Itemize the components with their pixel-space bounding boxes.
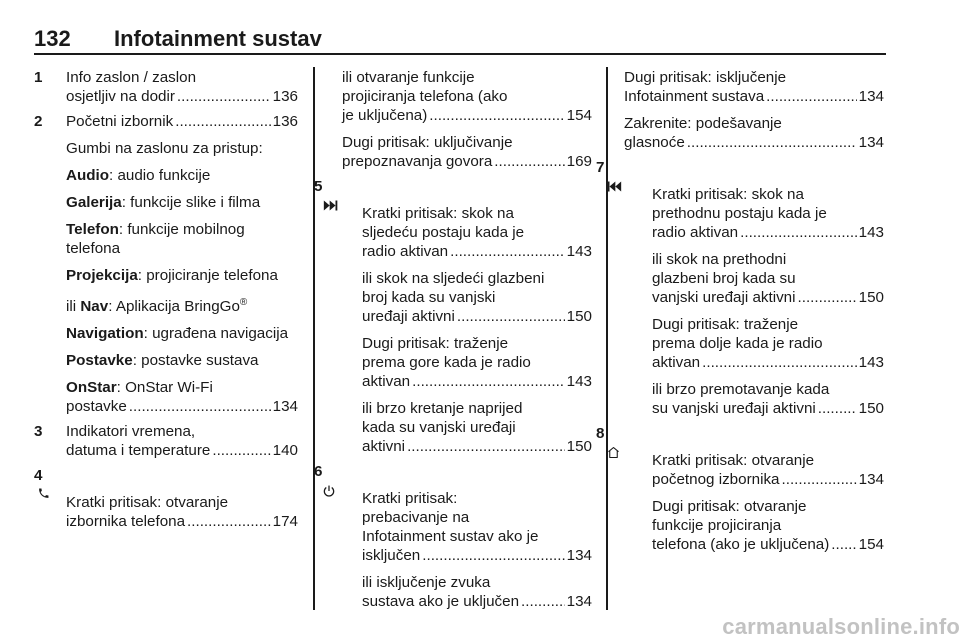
button-galerija: Galerija: funkcije slike i filma: [66, 194, 261, 211]
button-onstar: OnStar: OnStar Wi-Fi postavke ..... 134: [66, 378, 298, 416]
item-4: 4 Kratki pritisak: otvaranje izbornika telefona ..... 174: [34, 466, 298, 531]
page-ref: 134: [566, 593, 592, 610]
item-marker: 2: [34, 113, 43, 130]
toc-line: Početni izbornik ..... 136: [66, 112, 298, 131]
item-marker: 1: [34, 69, 43, 86]
column-3: [596, 68, 884, 560]
item-text: Gumbi na zaslonu za pristup:: [66, 140, 263, 157]
page-ref: 134: [858, 471, 884, 488]
page-ref: 134: [566, 547, 592, 564]
item-marker: 4: [34, 466, 58, 504]
page-ref: 136: [272, 113, 298, 130]
item-8: 8 Kratki pritisak: otvaranje početnog izbornika ..... 134 Dugi pritisak: otvaranje funkcije projiciranja telefona (ako je uključena) ..... 154: [596, 424, 884, 554]
item-3: 3 Indikatori vremena, datuma i temperature ..... 140: [34, 422, 298, 460]
item-5: 5 Kratki pritisak: skok na sljedeću postaju kada je radio aktivan ..... 143 ili skok na sljedeći glazbeni broj kada su vanjski uređaji aktivni ..... 150 Dugi pritisak: traženje prema gore kada je radio aktivan ..... 143 ili brzo kretanje naprijed kada su vanjski uređaji aktivni ..... 150: [314, 177, 592, 456]
item-marker: 8: [596, 424, 620, 462]
phone-icon: [36, 486, 50, 502]
page-title: Infotainment sustav: [114, 26, 322, 51]
page-ref: 154: [858, 536, 884, 553]
page-ref: 174: [272, 513, 298, 531]
page-ref: 134: [272, 398, 298, 416]
item-2: [34, 112, 298, 416]
page-ref: 143: [858, 354, 884, 371]
column-1: [34, 68, 298, 537]
page-ref: 140: [272, 442, 298, 460]
page-ref: 150: [566, 308, 592, 325]
page-ref: 143: [566, 373, 592, 390]
page-ref: 143: [566, 243, 592, 260]
item-6: 6 Kratki pritisak: prebacivanje na Infotainment sustav ako je isključen ..... 134 ili isključenje zvuka sustava ako je uključen ..... 134: [314, 462, 592, 611]
item-marker: 3: [34, 423, 43, 441]
power-icon: [322, 484, 336, 498]
page-ref: 150: [566, 438, 592, 455]
page-ref: 134: [858, 134, 884, 151]
button-projekcija: Projekcija: projiciranje telefona: [66, 267, 278, 284]
page-ref: 134: [858, 88, 884, 105]
item-marker: 6: [314, 462, 338, 500]
button-postavke: Postavke: postavke sustava: [66, 352, 259, 370]
continued-text: ili otvaranje funkcije projiciranja telefona (ako je uključena) ..... 154: [342, 68, 592, 125]
item-1: [34, 68, 298, 106]
continued-text: Zakrenite: podešavanje glasnoće ..... 134: [624, 114, 884, 152]
button-audio: Audio: audio funkcije: [66, 167, 211, 184]
header-rule: [34, 53, 886, 55]
continued-text: Dugi pritisak: uključivanje prepoznavanja govora ..... 169: [342, 133, 592, 171]
page-ref: 154: [566, 107, 592, 124]
button-telefon: Telefon: funkcije mobilnog telefona: [66, 221, 245, 257]
button-navigation: Navigation: ugrađena navigacija: [66, 325, 289, 343]
home-icon: [606, 445, 621, 460]
previous-track-icon: [606, 179, 623, 194]
item-text: Info zaslon / zaslon: [66, 69, 197, 86]
page-ref: 150: [858, 289, 884, 306]
continued-text: Dugi pritisak: isključenje Infotainment sustava ..... 134: [624, 68, 884, 106]
page-ref: 136: [272, 88, 298, 105]
item-7: 7 Kratki pritisak: skok na prethodnu postaju kada je radio aktivan ..... 143 ili skok na prethodni glazbeni broj kada su vanjski uređaji aktivni ..... 150 Dugi pritisak: traženje prema dolje kada je radio aktivan ..... 143 ili brzo premotavanje kada su vanjski uređaji aktivni ..... 150: [596, 158, 884, 418]
page-number: 132: [34, 26, 71, 51]
page-header: [34, 26, 886, 54]
item-marker: 7: [596, 158, 620, 196]
page-ref: 150: [858, 400, 884, 417]
item-marker: 5: [314, 177, 338, 215]
page-ref: 143: [858, 224, 884, 241]
watermark-footer: carmanualsonline.info: [722, 614, 960, 639]
column-2: [314, 68, 592, 617]
next-track-icon: [322, 198, 339, 213]
button-nav: ili Nav: Aplikacija BringGo®: [66, 297, 248, 316]
page-ref: 169: [566, 153, 592, 170]
toc-line: osjetljiv na dodir ..... 136: [66, 87, 298, 106]
